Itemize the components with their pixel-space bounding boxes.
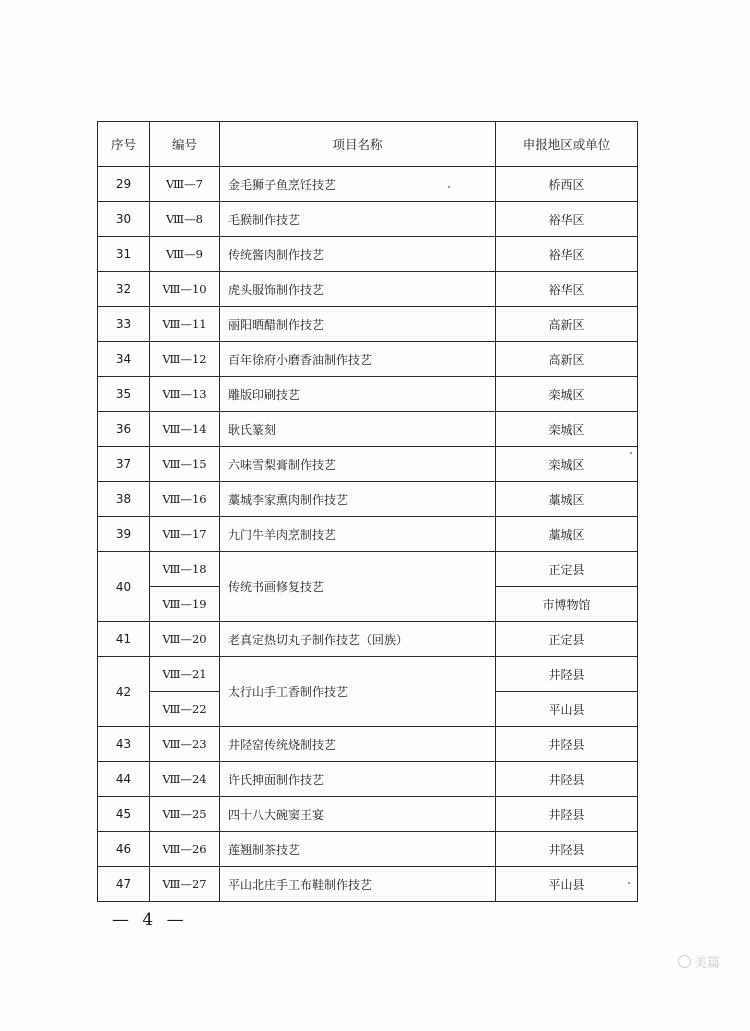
cell-code: Ⅷ—25 — [150, 797, 220, 832]
cell-code: Ⅷ—23 — [150, 727, 220, 762]
cell-code: Ⅷ—7 — [150, 167, 220, 202]
scan-speck — [448, 186, 450, 188]
header-region: 申报地区或单位 — [496, 122, 638, 167]
cell-project-name: 虎头服饰制作技艺 — [220, 272, 496, 307]
table-row — [98, 272, 638, 307]
table-row — [98, 342, 638, 377]
table-row — [98, 797, 638, 832]
cell-code: Ⅷ—20 — [150, 622, 220, 657]
cell-code: Ⅷ—9 — [150, 237, 220, 272]
header-project-name: 项目名称 — [220, 122, 496, 167]
watermark-logo-icon — [678, 955, 691, 968]
cell-serial: 31 — [98, 237, 150, 272]
cell-project-name: 传统酱肉制作技艺 — [220, 237, 496, 272]
cell-code: Ⅷ—15 — [150, 447, 220, 482]
cell-serial: 34 — [98, 342, 150, 377]
heritage-list-table — [97, 121, 638, 902]
table-header-row — [98, 122, 638, 167]
table-row — [98, 832, 638, 867]
table-row — [98, 377, 638, 412]
cell-project-name: 平山北庄手工布鞋制作技艺 — [220, 867, 496, 902]
cell-serial: 30 — [98, 202, 150, 237]
cell-serial: 46 — [98, 832, 150, 867]
cell-region: 平山县 — [496, 867, 638, 902]
cell-code: Ⅷ—27 — [150, 867, 220, 902]
header-serial: 序号 — [98, 122, 150, 167]
cell-serial: 29 — [98, 167, 150, 202]
cell-project-name: 传统书画修复技艺 — [220, 552, 496, 622]
cell-serial: 44 — [98, 762, 150, 797]
table-row — [98, 202, 638, 237]
cell-region: 井陉县 — [496, 657, 638, 692]
cell-serial: 33 — [98, 307, 150, 342]
cell-serial: 42 — [98, 657, 150, 727]
cell-code: Ⅷ—11 — [150, 307, 220, 342]
cell-serial: 37 — [98, 447, 150, 482]
cell-region: 市博物馆 — [496, 587, 638, 622]
table-row — [98, 237, 638, 272]
cell-code: Ⅷ—18 — [150, 552, 220, 587]
cell-region: 正定县 — [496, 622, 638, 657]
cell-code: Ⅷ—16 — [150, 482, 220, 517]
cell-region: 裕华区 — [496, 237, 638, 272]
scan-speck — [630, 452, 632, 454]
cell-code: Ⅷ—8 — [150, 202, 220, 237]
cell-code: Ⅷ—12 — [150, 342, 220, 377]
table-row — [98, 447, 638, 482]
table-row — [98, 727, 638, 762]
cell-project-name: 耿氏篆刻 — [220, 412, 496, 447]
cell-code: Ⅷ—22 — [150, 692, 220, 727]
cell-region: 井陉县 — [496, 797, 638, 832]
cell-region: 井陉县 — [496, 727, 638, 762]
watermark — [678, 952, 720, 971]
cell-region: 藁城区 — [496, 482, 638, 517]
cell-serial: 38 — [98, 482, 150, 517]
cell-serial: 39 — [98, 517, 150, 552]
cell-code: Ⅷ—14 — [150, 412, 220, 447]
cell-region: 藁城区 — [496, 517, 638, 552]
cell-region: 井陉县 — [496, 832, 638, 867]
cell-region: 桥西区 — [496, 167, 638, 202]
cell-region: 裕华区 — [496, 272, 638, 307]
cell-serial: 35 — [98, 377, 150, 412]
table-row — [98, 412, 638, 447]
table-row — [98, 307, 638, 342]
cell-code: Ⅷ—13 — [150, 377, 220, 412]
cell-region: 高新区 — [496, 342, 638, 377]
cell-serial: 32 — [98, 272, 150, 307]
cell-region: 高新区 — [496, 307, 638, 342]
cell-serial: 43 — [98, 727, 150, 762]
table-row — [98, 517, 638, 552]
cell-project-name: 莲翘制茶技艺 — [220, 832, 496, 867]
cell-project-name: 金毛狮子鱼烹饪技艺 — [220, 167, 496, 202]
page-number: — 4 — — [112, 910, 188, 930]
table-row — [98, 167, 638, 202]
watermark-text: 美篇 — [694, 956, 721, 971]
cell-project-name: 藁城李家熏肉制作技艺 — [220, 482, 496, 517]
cell-region: 栾城区 — [496, 447, 638, 482]
cell-region: 裕华区 — [496, 202, 638, 237]
cell-code: Ⅷ—19 — [150, 587, 220, 622]
cell-project-name: 老真定热切丸子制作技艺（回族） — [220, 622, 496, 657]
table-row — [98, 552, 638, 587]
cell-region: 平山县 — [496, 692, 638, 727]
cell-project-name: 九门牛羊肉烹制技艺 — [220, 517, 496, 552]
cell-region: 栾城区 — [496, 377, 638, 412]
cell-region: 井陉县 — [496, 762, 638, 797]
cell-serial: 45 — [98, 797, 150, 832]
cell-project-name: 雕版印刷技艺 — [220, 377, 496, 412]
table-row — [98, 657, 638, 692]
cell-code: Ⅷ—24 — [150, 762, 220, 797]
cell-project-name: 许氏抻面制作技艺 — [220, 762, 496, 797]
cell-project-name: 六味雪梨膏制作技艺 — [220, 447, 496, 482]
cell-project-name: 毛猴制作技艺 — [220, 202, 496, 237]
cell-code: Ⅷ—21 — [150, 657, 220, 692]
cell-code: Ⅷ—26 — [150, 832, 220, 867]
cell-project-name: 百年徐府小磨香油制作技艺 — [220, 342, 496, 377]
cell-serial: 41 — [98, 622, 150, 657]
cell-serial: 36 — [98, 412, 150, 447]
header-code: 编号 — [150, 122, 220, 167]
cell-project-name: 井陉窑传统烧制技艺 — [220, 727, 496, 762]
cell-project-name: 丽阳晒醋制作技艺 — [220, 307, 496, 342]
cell-code: Ⅷ—17 — [150, 517, 220, 552]
cell-code: Ⅷ—10 — [150, 272, 220, 307]
table-row — [98, 622, 638, 657]
table-row — [98, 762, 638, 797]
table-row — [98, 867, 638, 902]
cell-project-name: 太行山手工香制作技艺 — [220, 657, 496, 727]
scan-speck — [628, 882, 630, 884]
cell-project-name: 四十八大碗窦王宴 — [220, 797, 496, 832]
cell-serial: 40 — [98, 552, 150, 622]
cell-region: 栾城区 — [496, 412, 638, 447]
cell-serial: 47 — [98, 867, 150, 902]
cell-region: 正定县 — [496, 552, 638, 587]
table-row — [98, 482, 638, 517]
